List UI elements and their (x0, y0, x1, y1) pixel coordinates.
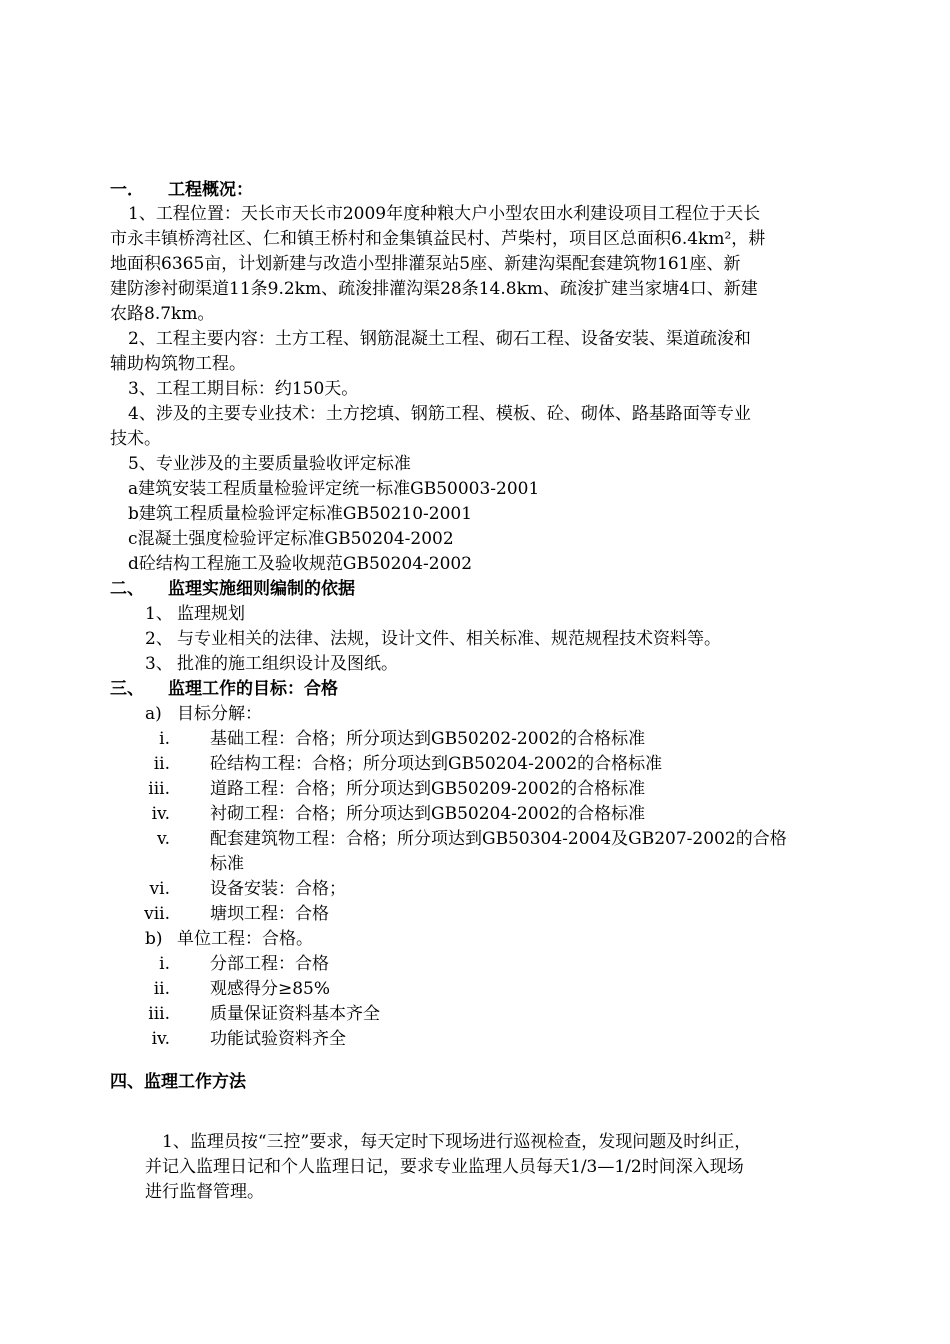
goal-a-item-4-text: 衬砌工程：合格；所分项达到GB50204-2002的合格标准 (210, 804, 646, 824)
standard-a: a建筑安装工程质量检验评定统一标准GB50003-2001 (128, 479, 540, 499)
goal-a-item-7-number: vii. (144, 904, 170, 924)
method-para-line-1: 1、监理员按“三控”要求，每天定时下现场进行巡视检查，发现问题及时纠正， (162, 1132, 752, 1152)
basis-item-1-text: 监理规划 (177, 604, 245, 624)
method-para-line-3: 进行监督管理。 (145, 1182, 264, 1202)
basis-item-2-text: 与专业相关的法律、法规，设计文件、相关标准、规范规程技术资料等。 (177, 629, 721, 649)
goal-a-item-7-text: 塘坝工程：合格 (210, 904, 329, 924)
item-3: 3、工程工期目标：约150天。 (128, 379, 359, 399)
item-1-line-3: 地面积6365亩，计划新建与改造小型排灌泵站5座、新建沟渠配套建筑物161座、新 (110, 254, 741, 274)
item-2-line-2: 辅助构筑物工程。 (110, 354, 246, 374)
goal-b-item-4-text: 功能试验资料齐全 (210, 1029, 346, 1049)
section-3-title: 监理工作的目标：合格 (168, 679, 338, 699)
goal-a-item-3-text: 道路工程：合格；所分项达到GB50209-2002的合格标准 (210, 779, 646, 799)
goal-a-label: a) (145, 704, 162, 724)
basis-item-3-text: 批准的施工组织设计及图纸。 (177, 654, 398, 674)
section-1-title: 工程概况： (168, 180, 253, 200)
goal-b-label: b) (145, 929, 163, 949)
basis-item-1-number: 1、 (145, 604, 173, 624)
goal-a-item-4-number: iv. (151, 804, 170, 824)
section-4-title: 四、监理工作方法 (110, 1072, 246, 1092)
goal-a-item-1-text: 基础工程：合格；所分项达到GB50202-2002的合格标准 (210, 729, 646, 749)
goal-a-item-5-continuation: 标准 (210, 854, 244, 874)
goal-b-item-2-number: ii. (153, 979, 170, 999)
item-4-line-2: 技术。 (110, 429, 161, 449)
item-1-line-4: 建防渗衬砌渠道11条9.2km、疏浚排灌沟渠28条14.8km、疏浚扩建当家塘4口、新建 (110, 279, 758, 299)
standard-d: d砼结构工程施工及验收规范GB50204-2002 (128, 554, 473, 574)
goal-a-text: 目标分解： (177, 704, 262, 724)
basis-item-3-number: 3、 (145, 654, 173, 674)
section-2-number: 二、 (110, 579, 144, 599)
item-5: 5、专业涉及的主要质量验收评定标准 (128, 454, 411, 474)
item-1-line-5: 农路8.7km。 (110, 304, 215, 324)
goal-a-item-1-number: i. (159, 729, 170, 749)
goal-b-item-3-text: 质量保证资料基本齐全 (210, 1004, 380, 1024)
goal-b-item-1-text: 分部工程：合格 (210, 954, 329, 974)
item-4-line-1: 4、涉及的主要专业技术：土方挖填、钢筋工程、模板、砼、砌体、路基路面等专业 (128, 404, 751, 424)
goal-b-item-2-text: 观感得分≥85% (210, 979, 331, 999)
item-1-line-2: 市永丰镇桥湾社区、仁和镇王桥村和金集镇益民村、芦柴村，项目区总面积6.4km²，耕 (110, 229, 766, 249)
section-2-title: 监理实施细则编制的依据 (168, 579, 355, 599)
goal-a-item-5-text: 配套建筑物工程：合格；所分项达到GB50304-2004及GB207-2002的合格 (210, 829, 787, 849)
goal-b-item-3-number: iii. (148, 1004, 170, 1024)
method-para-line-2: 并记入监理日记和个人监理日记，要求专业监理人员每天1/3—1/2时间深入现场 (145, 1157, 744, 1177)
section-1-number: 一． (110, 180, 144, 200)
standard-c: c混凝土强度检验评定标准GB50204-2002 (128, 529, 454, 549)
goal-a-item-3-number: iii. (148, 779, 170, 799)
goal-a-item-6-number: vi. (149, 879, 170, 899)
item-2-line-1: 2、工程主要内容：土方工程、钢筋混凝土工程、砌石工程、设备安装、渠道疏浚和 (128, 329, 751, 349)
standard-b: b建筑工程质量检验评定标准GB50210-2001 (128, 504, 473, 524)
item-1-line-1: 1、工程位置：天长市天长市2009年度种粮大户小型农田水利建设项目工程位于天长 (128, 204, 761, 224)
goal-a-item-2-text: 砼结构工程：合格；所分项达到GB50204-2002的合格标准 (210, 754, 663, 774)
goal-a-item-6-text: 设备安装：合格； (210, 879, 346, 899)
section-3-number: 三、 (110, 679, 144, 699)
goal-b-item-4-number: iv. (151, 1029, 170, 1049)
goal-b-item-1-number: i. (159, 954, 170, 974)
goal-b-text: 单位工程：合格。 (177, 929, 313, 949)
goal-a-item-5-number: v. (157, 829, 170, 849)
goal-a-item-2-number: ii. (153, 754, 170, 774)
basis-item-2-number: 2、 (145, 629, 173, 649)
